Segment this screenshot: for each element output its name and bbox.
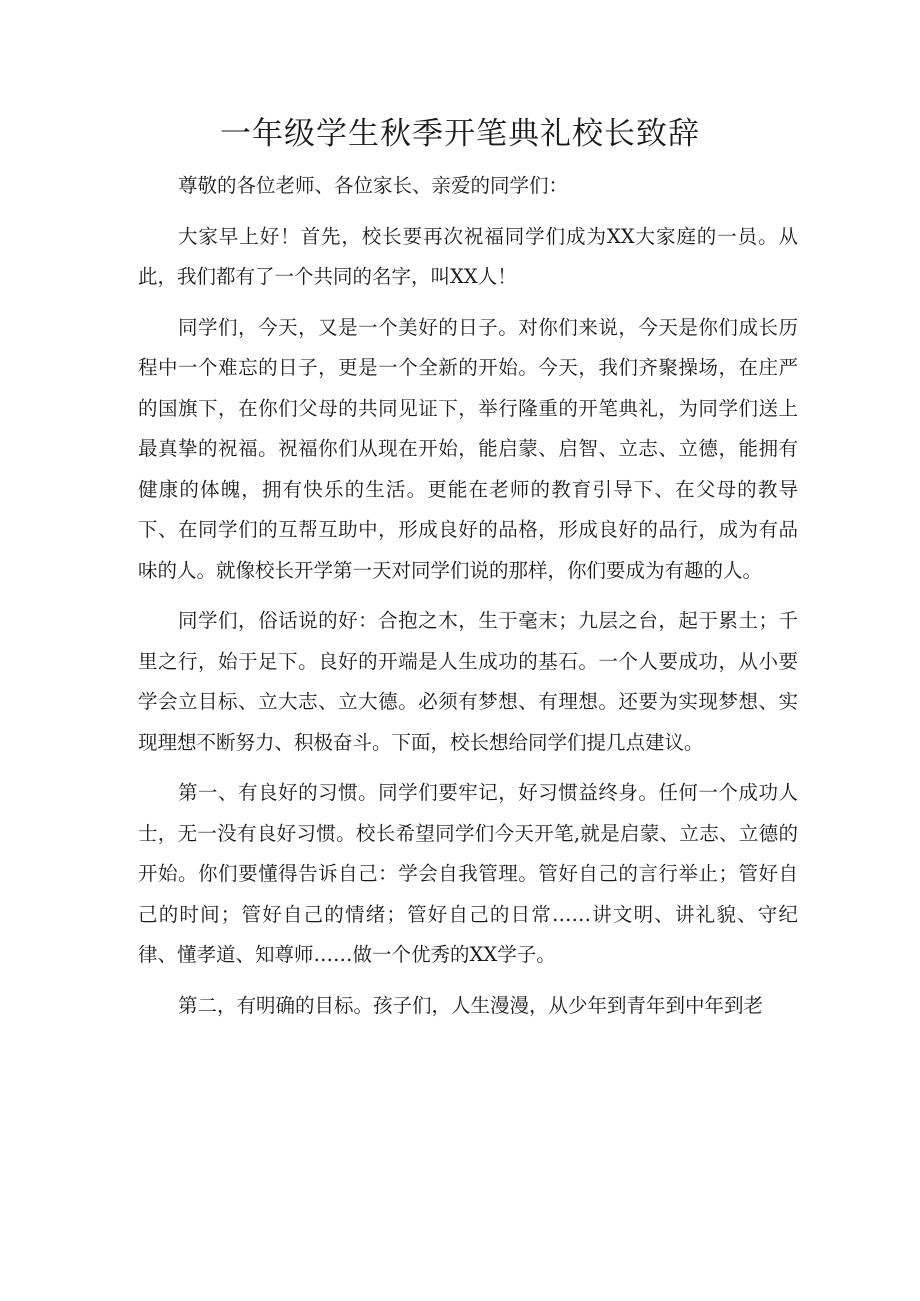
salutation-paragraph: 尊敬的各位老师、各位家长、亲爱的同学们： bbox=[178, 174, 569, 197]
body-paragraph: 同学们，俗话说的好：合抱之木，生于毫末；九层之台，起于累土；千里之行，始于足下。良好的开端是人生成功的基石。一个人要成功，从小要学会立目标、立大志、立大德。必须有梦想、有理想。还要为实现梦想、实现理想不断努力、积极奋斗。下面，校长想给同学们提几点建议。 bbox=[138, 609, 798, 754]
greeting-paragraph: 大家早上好！首先，校长要再次祝福同学们成为XX大家庭的一员。从此，我们都有了一个共同的名字，叫XX人！ bbox=[138, 224, 798, 288]
document-body bbox=[138, 166, 798, 1036]
body-paragraph: 第二，有明确的目标。孩子们，人生漫漫，从少年到青年到中年到老 bbox=[178, 993, 764, 1017]
body-paragraph: 第一、有良好的习惯。同学们要牢记，好习惯益终身。任何一个成功人士，无一没有良好习惯。校长希望同学们今天开笔,就是启蒙、立志、立德的开始。你们要懂得告诉自己：学会自我管理。管好自己的言行举止；管好自己的时间；管好自己的情绪；管好自己的日常……讲文明、讲礼貌、守纪律、懂孝道、知尊师……做一个优秀的XX学子。 bbox=[138, 781, 798, 966]
body-paragraph: 同学们，今天，又是一个美好的日子。对你们来说，今天是你们成长历程中一个难忘的日子，更是一个全新的开始。今天，我们齐聚操场，在庄严的国旗下，在你们父母的共同见证下，举行隆重的开笔典礼，为同学们送上最真挚的祝福。祝福你们从现在开始，能启蒙、启智、立志、立德，能拥有健康的体魄，拥有快乐的生活。更能在老师的教育引导下、在父母的教导下、在同学们的互帮互助中，形成良好的品格，形成良好的品行，成为有品味的人。就像校长开学第一天对同学们说的那样，你们要成为有趣的人。 bbox=[138, 315, 798, 582]
document-title: 一年级学生秋季开笔典礼校长致辞 bbox=[220, 116, 700, 152]
